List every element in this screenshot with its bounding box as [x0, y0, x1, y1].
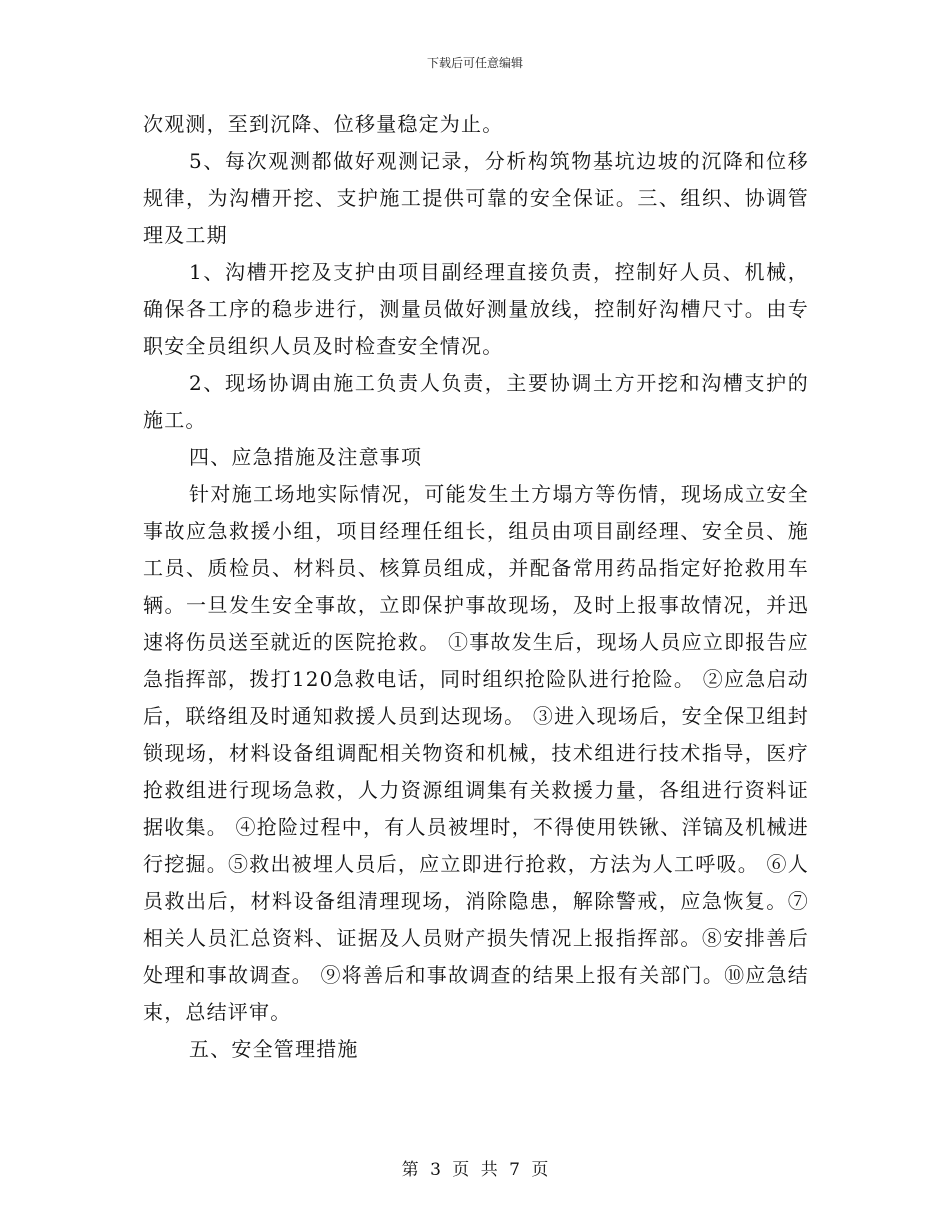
page-number-footer: 第 3 页 共 7 页 [401, 1160, 549, 1180]
paragraph-site-coordination: 2、现场协调由施工负责人负责，主要协调土方开挖和沟槽支护的施工。 [143, 371, 809, 432]
paragraph-trench-responsibility: 1、沟槽开挖及支护由项目副经理直接负责，控制好人员、机械，确保各工序的稳步进行，测量员做好测量放线，控制好沟槽尺寸。由专职安全员组织人员及时检查安全情况。 [143, 260, 809, 358]
paragraph-observation-record: 5、每次观测都做好观测记录，分析构筑物基坑边坡的沉降和位移规律，为沟槽开挖、支护施工提供可靠的安全保证。三、组织、协调管理及工期 [143, 149, 809, 247]
paragraph-emergency-measures: 针对施工场地实际情况，可能发生土方塌方等伤情，现场成立安全事故应急救援小组，项目经理任组长，组员由项目副经理、安全员、施工员、质检员、材料员、核算员组成，并配备常用药品指定好抢救用车辆。一旦发生安全事故，立即保护事故现场，及时上报事故情况，并迅速将伤员送至就近的医院抢救。 ①事故发生后，现场人员应立即报告应急指挥部，拨打120急救电话，同时组织抢险队进行抢险。 ②应急启动后，联络组及时通知救援人员到达现场。 ③进入现场后，安全保卫组封锁现场，材料设备组调配相关物资和机械，技术组进行技术指导，医疗抢救组进行现场急救，人力资源组调集有关救援力量，各组进行资料证据收集。 ④抢险过程中，有人员被埋时，不得使用铁锹、洋镐及机械进行挖掘。⑤救出被埋人员后，应立即进行抢救，方法为人工呼吸。 ⑥人员救出后，材料设备组清理现场，消除隐患，解除警戒，应急恢复。⑦相关人员汇总资料、证据及人员财产损失情况上报指挥部。⑧安排善后处理和事故调查。 ⑨将善后和事故调查的结果上报有关部门。⑩应急结束，总结评审。 [143, 482, 809, 1024]
paragraph-observation-end: 次观测，至到沉降、位移量稳定为止。 [143, 112, 504, 136]
page-header: 下载后可任意编辑 [426, 56, 523, 70]
section-heading-safety-management: 五、安全管理措施 [189, 1037, 359, 1061]
section-heading-emergency: 四、应急措施及注意事项 [189, 445, 423, 469]
document-body [143, 106, 809, 1068]
